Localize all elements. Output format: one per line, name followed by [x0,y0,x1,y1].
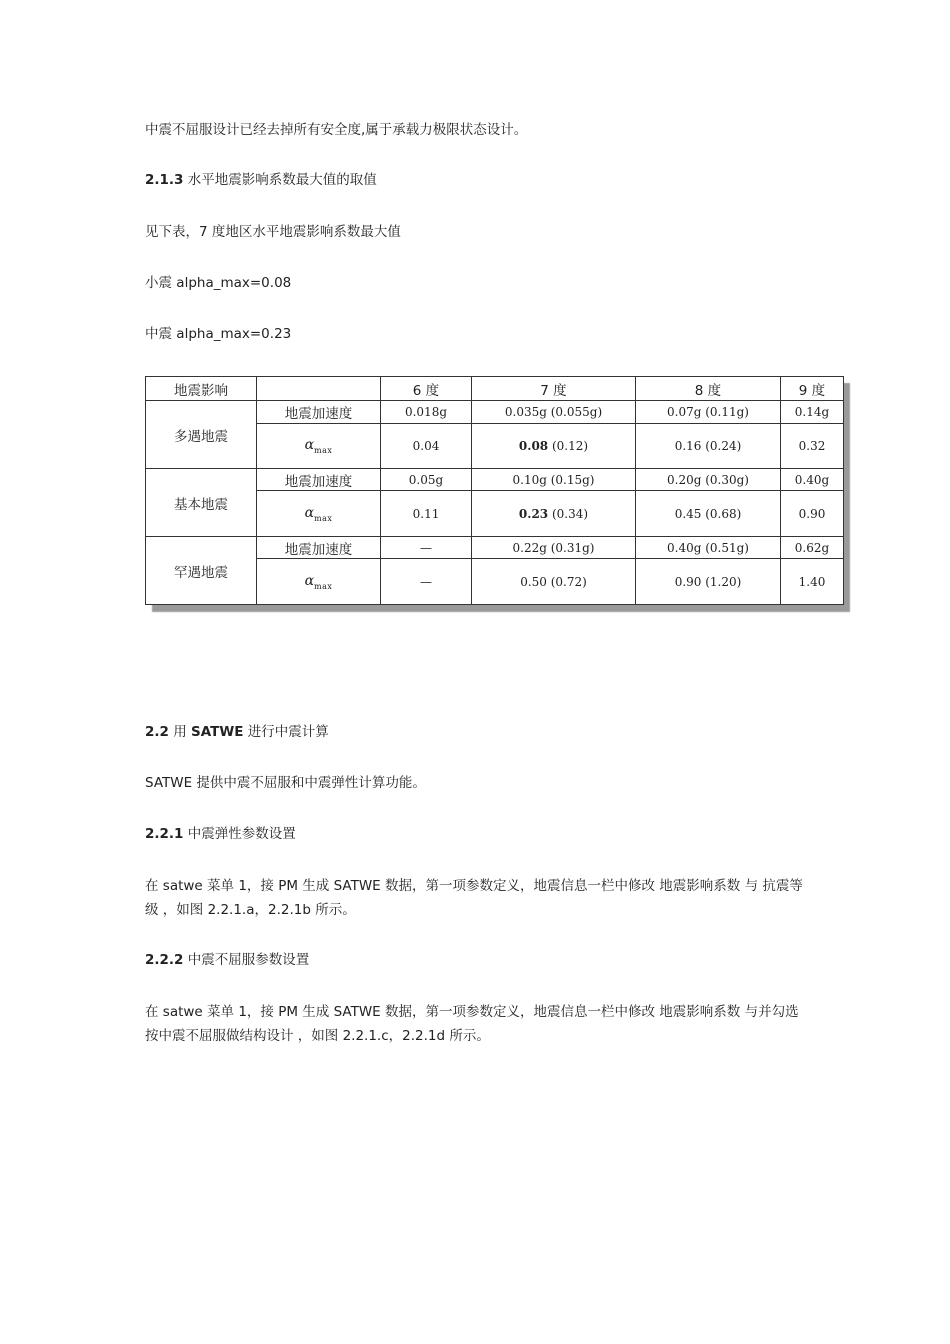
satwe-intro-paragraph: SATWE 提供中震不屈服和中震弹性计算功能。 [145,775,426,791]
section-number: 2.1.3 [145,172,184,188]
table-cell: 0.16 (0.24) [636,423,781,469]
highlight-value: 0.08 [518,438,549,453]
table-cell: 0.14g [781,401,844,423]
table-cell: 0.50 (0.72) [472,559,636,605]
alpha-max-symbol: $\alpha_{max}$ [257,423,381,469]
header-cell: 8 度 [636,377,781,401]
group-label: 罕遇地震 [146,537,257,605]
table-cell: 0.90 (1.20) [636,559,781,605]
group-label: 多遇地震 [146,401,257,469]
section-number: 2.2.2 [145,952,184,968]
table-cell: 0.04 [381,423,472,469]
header-cell: 地震影响 [146,377,257,401]
table-cell: 0.40g (0.51g) [636,537,781,559]
table-cell: 0.018g [381,401,472,423]
group-label: 基本地震 [146,469,257,537]
table-cell: 0.22g (0.31g) [472,537,636,559]
section-title: 中震弹性参数设置 [183,826,296,842]
header-cell: 7 度 [472,377,636,401]
accel-label: 地震加速度 [257,469,381,491]
table-cell: 0.40g [781,469,844,491]
table-cell: 0.07g (0.11g) [636,401,781,423]
alpha-max-symbol: $\alpha_{max}$ [257,491,381,537]
seismic-coefficient-table-figure [145,376,843,605]
table-cell: 0.45 (0.68) [636,491,781,537]
section-heading-2-2-1 [145,822,296,846]
table-cell: — [381,537,472,559]
section-title: 水平地震影响系数最大值的取值 [183,172,377,188]
table-row [146,469,844,491]
intro-paragraph: 中震不屈服设计已经去掉所有安全度,属于承载力极限状态设计。 [145,122,528,138]
table-cell: 0.05g [381,469,472,491]
minor-earthquake-value: 小震 alpha_max=0.08 [145,275,292,291]
alpha-max-symbol: $\alpha_{max}$ [257,559,381,605]
table-header-row [146,377,844,401]
table-row [146,537,844,559]
table-cell: — [381,559,472,605]
header-cell [257,377,381,401]
table-cell: 1.40 [781,559,844,605]
section-number: 2.2.1 [145,826,184,842]
elastic-settings-paragraph: 在 satwe 菜单 1，接 PM 生成 SATWE 数据，第一项参数定义，地震信息一栏中修改 地震影响系数 与 抗震等级 ，如图 2.2.1.a，2.2.1b 所示。 [145,878,803,918]
table-row [146,401,844,423]
table-cell: 0.035g (0.055g) [472,401,636,423]
non-yield-settings-paragraph: 在 satwe 菜单 1，接 PM 生成 SATWE 数据，第一项参数定义，地震信息一栏中修改 地震影响系数 与并勾选 按中震不屈服做结构设计 ，如图 2.2.1.c，2.2.1d 所示。 [145,1004,799,1044]
accel-label: 地震加速度 [257,401,381,423]
accel-label: 地震加速度 [257,537,381,559]
header-cell: 6 度 [381,377,472,401]
table-cell: 0.20g (0.30g) [636,469,781,491]
table-cell: 0.11 [381,491,472,537]
header-cell: 9 度 [781,377,844,401]
table-cell: 0.90 [781,491,844,537]
table-cell: 0.32 [781,423,844,469]
seismic-coefficient-table [145,376,844,605]
highlight-value: 0.23 [518,506,549,521]
table-cell: 0.62g [781,537,844,559]
section-heading-2-1-3 [145,168,377,192]
section-heading-2-2-2 [145,948,309,972]
section-number: 2.2 [145,724,169,740]
table-cell: 0.10g (0.15g) [472,469,636,491]
section-title: 中震不屈服参数设置 [183,952,310,968]
moderate-earthquake-value: 中震 alpha_max=0.23 [145,326,292,342]
table-cell: 0.08 (0.12) [472,423,636,469]
table-caption-paragraph: 见下表，7 度地区水平地震影响系数最大值 [145,224,401,240]
section-heading-2-2: 2.2 用 SATWE 进行中震计算 [145,724,329,740]
table-cell: 0.23 (0.34) [472,491,636,537]
